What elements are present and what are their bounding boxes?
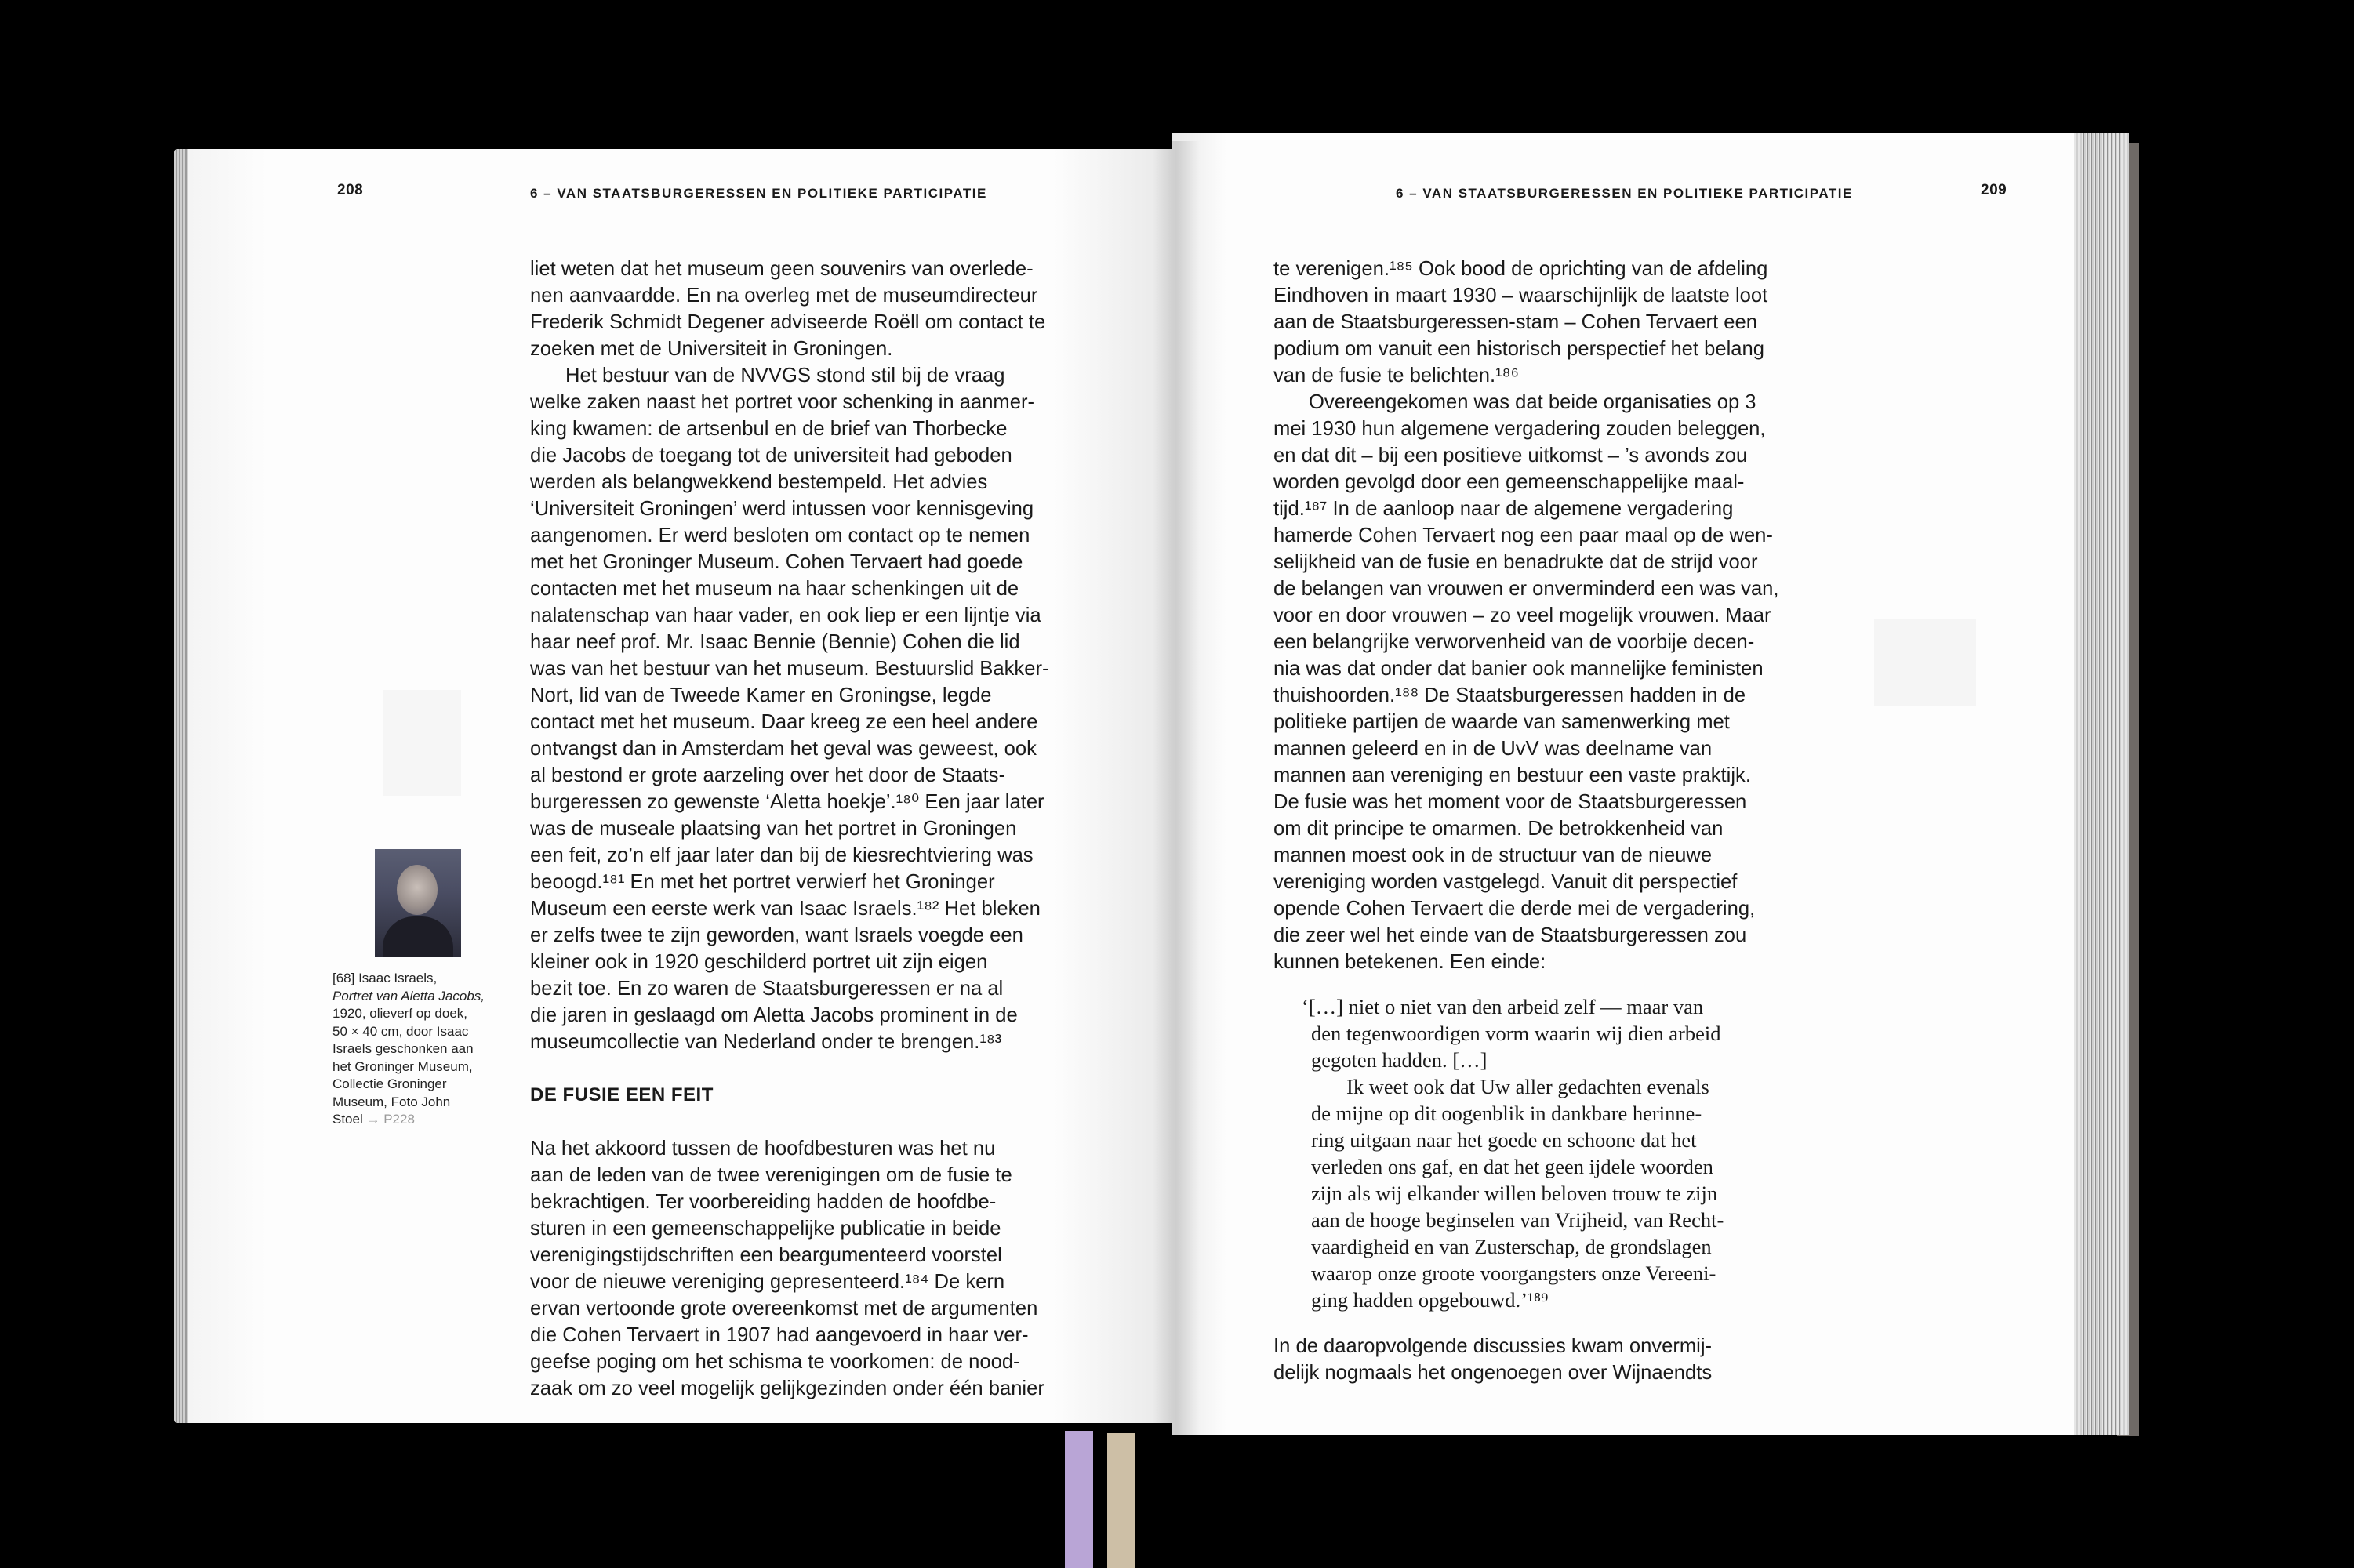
section-heading: DE FUSIE EEN FEIT [530, 1084, 714, 1105]
text-line: sturen in een gemeenschappelijke publicatie in beide [530, 1218, 1001, 1240]
text-line: en dat dit – bij een positieve uitkomst – ’s avonds zou [1273, 445, 1748, 466]
running-head-left: 6 – VAN STAATSBURGERESSEN EN POLITIEKE PARTICIPATIE [530, 186, 987, 201]
quote-line: ging hadden opgebouwd.’¹⁸⁹ [1311, 1288, 1549, 1312]
text-line: mei 1930 hun algemene vergadering zouden beleggen, [1273, 418, 1766, 440]
text-line: ‘Universiteit Groningen’ werd intussen voor kennisgeving [530, 498, 1034, 520]
text-line: zoeken met de Universiteit in Groningen. [530, 338, 893, 360]
text-line: Na het akkoord tussen de hoofdbesturen was het nu [530, 1138, 996, 1160]
bookmark-ribbon-lilac [1065, 1431, 1093, 1568]
text-line: De fusie was het moment voor de Staatsburgeressen [1273, 791, 1747, 813]
text-line: politieke partijen de waarde van samenwerking met [1273, 711, 1730, 733]
text-line: die zeer wel het einde van de Staatsburgeressen zou [1273, 924, 1747, 946]
text-line: In de daaropvolgende discussies kwam onvermij- [1273, 1335, 1713, 1357]
text-line: delijk nogmaals het ongenoegen over Wijnaendts [1273, 1362, 1713, 1384]
right-page-edges [2070, 133, 2129, 1435]
text-line: Nort, lid van de Tweede Kamer en Groningse, legde [530, 684, 992, 706]
running-head-right: 6 – VAN STAATSBURGERESSEN EN POLITIEKE PARTICIPATIE [1396, 186, 1853, 201]
text-line: was de museale plaatsing van het portret in Groningen [530, 818, 1017, 840]
text-line: aan de Staatsburgeressen-stam – Cohen Tervaert een [1273, 311, 1757, 333]
block-quote [1302, 993, 1835, 1313]
text-line: kunnen betekenen. Een einde: [1273, 951, 1546, 973]
text-line: welke zaken naast het portret voor schenking in aanmer- [530, 391, 1035, 413]
text-line: nia was dat onder dat banier ook mannelijke feministen [1273, 658, 1764, 680]
text-line: Overeengekomen was dat beide organisaties op 3 [1309, 391, 1756, 413]
page-reference-link[interactable]: → P228 [366, 1112, 415, 1127]
text-line: die Cohen Tervaert in 1907 had aangevoerd in haar ver- [530, 1324, 1029, 1346]
text-line: haar neef prof. Mr. Isaac Bennie (Bennie) Cohen die lid [530, 631, 1020, 653]
text-line: die jaren in geslaagd om Aletta Jacobs prominent in de [530, 1004, 1018, 1026]
bookmark-ribbon-beige [1107, 1433, 1135, 1568]
text-line: voor en door vrouwen – zo veel mogelijk vrouwen. Maar [1273, 604, 1771, 626]
quote-line: gegoten hadden. […] [1311, 1048, 1488, 1072]
text-line: zaak om zo veel mogelijk gelijkgezinden onder één banier [530, 1377, 1044, 1399]
quote-line: ring uitgaan naar het goede en schoone dat het [1311, 1128, 1697, 1152]
text-line: was van het bestuur van het museum. Bestuurslid Bakker- [530, 658, 1049, 680]
text-line: bekrachtigen. Ter voorbereiding hadden de hoofdbe- [530, 1191, 997, 1213]
text-line: geefse poging om het schisma te voorkomen: de nood- [530, 1351, 1020, 1373]
text-line: opende Cohen Tervaert die derde mei de vergadering, [1273, 898, 1756, 920]
text-line: selijkheid van de fusie en benadrukte dat de strijd voor [1273, 551, 1758, 573]
text-line: museumcollectie van Nederland onder te brengen.¹⁸³ [530, 1031, 1002, 1053]
text-line: nen aanvaardde. En na overleg met de museumdirecteur [530, 285, 1038, 307]
text-line: om dit principe te omarmen. De betrokkenheid van [1273, 818, 1724, 840]
book-gutter [1153, 141, 1200, 1435]
text-line: king kwamen: de artsenbul en de brief van Thorbecke [530, 418, 1008, 440]
text-line: mannen geleerd en in de UvV was deelname van [1273, 738, 1713, 760]
text-line: kleiner ook in 1920 geschilderd portret uit zijn eigen [530, 951, 988, 973]
text-line: met het Groninger Museum. Cohen Tervaert had goede [530, 551, 1023, 573]
text-line: bezit toe. En zo waren de Staatsburgeressen er na al [530, 978, 1004, 1000]
text-line: verenigingstijdschriften een beargumenteerd voorstel [530, 1244, 1002, 1266]
right-body-text-continued [1273, 1333, 1838, 1386]
text-line: ontvangst dan in Amsterdam het geval was geweest, ook [530, 738, 1037, 760]
right-body-text [1273, 256, 1838, 975]
quote-line: verleden ons gaf, en dat het geen ijdele woorden [1311, 1155, 1713, 1178]
quote-line: vaardigheid en van Zusterschap, de grondslagen [1311, 1235, 1712, 1258]
text-line: hamerde Cohen Tervaert nog een paar maal op de wen- [1273, 524, 1773, 546]
text-line: beoogd.¹⁸¹ En met het portret verwierf het Groninger [530, 871, 995, 893]
quote-line: ‘[…] niet o niet van den arbeid zelf — maar van [1302, 995, 1704, 1018]
text-line: al bestond er grote aarzeling over het door de Staats- [530, 764, 1006, 786]
text-line: Frederik Schmidt Degener adviseerde Roëll om contact te [530, 311, 1046, 333]
folio-right: 209 [1981, 182, 2007, 198]
text-line: aangenomen. Er werd besloten om contact op te nemen [530, 524, 1030, 546]
text-line: vereniging worden vastgelegd. Vanuit dit perspectief [1273, 871, 1738, 893]
figure-caption: [68] Isaac Israels, Portret van Aletta Jacobs, 1920, olieverf op doek, 50 × 40 cm, door Isaac Israels geschonken aan het Groninger Museum, Collectie Groninger Museum, Foto John Stoel → P228 [332, 971, 485, 1127]
text-line: een feit, zo’n elf jaar later dan bij de kiesrechtviering was [530, 844, 1034, 866]
quote-line: Ik weet ook dat Uw aller gedachten evenals [1346, 1075, 1709, 1098]
text-line: van de fusie te belichten.¹⁸⁶ [1273, 365, 1519, 387]
show-through-image [383, 690, 461, 796]
left-body-text [530, 256, 1095, 1402]
text-line: contact met het museum. Daar kreeg ze een heel andere [530, 711, 1038, 733]
text-line: podium om vanuit een historisch perspectief het belang [1273, 338, 1764, 360]
text-line: Eindhoven in maart 1930 – waarschijnlijk de laatste loot [1273, 285, 1768, 307]
text-line: Museum een eerste werk van Isaac Israels.¹⁸² Het bleken [530, 898, 1041, 920]
text-line: die Jacobs de toegang tot de universiteit had geboden [530, 445, 1012, 466]
text-line: ervan vertoonde grote overeenkomst met de argumenten [530, 1298, 1038, 1319]
folio-left: 208 [337, 182, 364, 198]
text-line: worden gevolgd door een gemeenschappelijke maal- [1273, 471, 1745, 493]
text-line: liet weten dat het museum geen souvenirs van overlede- [530, 258, 1034, 280]
text-line: werden als belangwekkend bestempeld. Het advies [530, 471, 988, 493]
portrait-aletta-jacobs [375, 849, 461, 957]
quote-line: zijn als wij elkander willen beloven trouw te zijn [1311, 1181, 1718, 1205]
quote-line: de mijne op dit oogenblik in dankbare herinne- [1311, 1102, 1702, 1125]
text-line: contacten met het museum na haar schenkingen uit de [530, 578, 1019, 600]
quote-line: aan de hooge beginselen van Vrijheid, van Recht- [1311, 1208, 1724, 1232]
text-line: burgeressen zo gewenste ‘Aletta hoekje’.¹⁸⁰ Een jaar later [530, 791, 1044, 813]
text-line: aan de leden van de twee verenigingen om de fusie te [530, 1164, 1012, 1186]
text-line: tijd.¹⁸⁷ In de aanloop naar de algemene vergadering [1273, 498, 1734, 520]
text-line: Het bestuur van de NVVGS stond stil bij de vraag [565, 365, 1005, 387]
text-line: te verenigen.¹⁸⁵ Ook bood de oprichting van de afdeling [1273, 258, 1768, 280]
text-line: er zelfs twee te zijn geworden, want Israels voegde een [530, 924, 1023, 946]
text-line: mannen moest ook in de structuur van de nieuwe [1273, 844, 1713, 866]
text-line: thuishoorden.¹⁸⁸ De Staatsburgeressen hadden in de [1273, 684, 1746, 706]
text-line: de belangen van vrouwen er onverminderd een was van, [1273, 578, 1779, 600]
text-line: een belangrijke verworvenheid van de voorbije decen- [1273, 631, 1755, 653]
show-through-image [1874, 619, 1976, 706]
text-line: mannen aan vereniging en bestuur een vaste praktijk. [1273, 764, 1751, 786]
text-line: voor de nieuwe vereniging gepresenteerd.¹⁸⁴ De kern [530, 1271, 1005, 1293]
quote-line: den tegenwoordigen vorm waarin wij dien arbeid [1311, 1022, 1721, 1045]
text-line: nalatenschap van haar vader, en ook liep er een lijntje via [530, 604, 1041, 626]
quote-line: waarop onze groote voorgangsters onze Vereeni- [1311, 1261, 1716, 1285]
